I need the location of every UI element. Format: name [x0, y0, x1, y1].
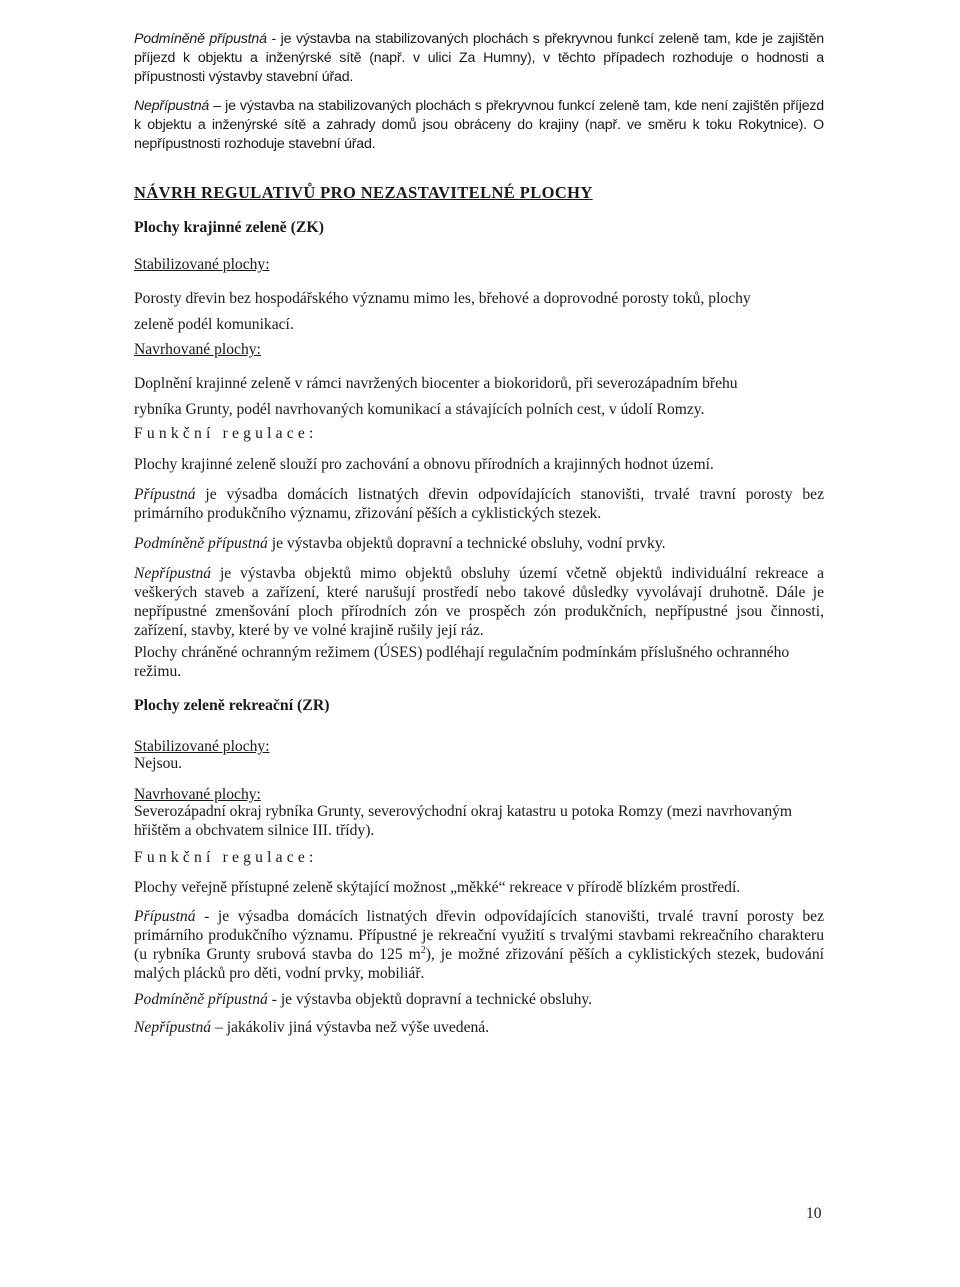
zr-impermissible: Nepřípustná – jakákoliv jiná výstavba než výše uvedená.	[134, 1019, 490, 1036]
zk-stabilized-label: Stabilizované plochy:	[134, 256, 270, 273]
main-heading: NÁVRH REGULATIVŮ PRO NEZASTAVITELNÉ PLOCHY	[134, 183, 593, 202]
zk-proposed-text: Doplnění krajinné zeleně v rámci navržených biocenter a biokoridorů, při severozápadním břehu rybníka Grunty, podél navrhovaných komunikací a stávajících polních cest, v údolí Romzy.	[134, 375, 738, 418]
zk-permissible: Přípustná je výsadba domácích listnatých dřevin odpovídajících stanovišti, trvalé travní porosty bez primárního produkčního významu, zřizování pěších a cyklistických stezek.	[134, 486, 824, 522]
zk-regulation-text: Plochy krajinné zeleně slouží pro zachování a obnovu přírodních a krajinných hodnot území.	[134, 456, 714, 473]
zr-proposed-label: Navrhované plochy:	[134, 786, 261, 803]
zk-uses-note: Plochy chráněné ochranným režimem (ÚSES) podléhají regulačním podmínkám příslušného ochranného režimu.	[134, 644, 790, 680]
zk-conditionally-permissible: Podmíněně přípustná je výstavba objektů dopravní a technické obsluhy, vodní prvky.	[134, 535, 666, 552]
term-impermissible: Nepřípustná	[134, 565, 212, 582]
term-impermissible: Nepřípustná	[134, 1019, 212, 1036]
term-conditionally-permissible: Podmíněně přípustná	[134, 991, 268, 1008]
zr-permissible: Přípustná - je výsadba domácích listnatých dřevin odpovídajících stanovišti, trvalé travní porosty bez primárního produkčního významu. Přípustné je rekreační využití s trvalými stavbami rekreačního charakteru (u rybníka Grunty srubová stavba do 125 $m^2$), je možné zřizování pěších a cyklistických stezek, budování malých plácků pro děti, vodní prvky, mobiliář.	[134, 908, 824, 982]
term-permissible: Přípustná	[134, 908, 196, 925]
page-number: 10	[806, 1205, 822, 1222]
zr-regulation-text: Plochy veřejně přístupné zeleně skýtající možnost „měkké“ rekreace v přírodě blízkém prostředí.	[134, 879, 741, 896]
zr-stabilized-label: Stabilizované plochy:	[134, 738, 270, 755]
section-title-zk: Plochy krajinné zeleně (ZK)	[134, 219, 324, 236]
paragraph-impermissible-intro: Nepřípustná – je výstavba na stabilizovaných plochách s překryvnou funkcí zeleně tam, kde není zajištěn příjezd k objektu a inženýrské sítě a zahrady domů jsou obráceny do krajiny (např. ve směru k toku Rokytnice). O nepřípustnosti rozhoduje stavební úřad.	[134, 98, 824, 152]
zr-conditionally-permissible: Podmíněně přípustná - je výstavba objektů dopravní a technické obsluhy.	[134, 991, 593, 1008]
zk-impermissible: Nepřípustná je výstavba objektů mimo objektů obsluhy území včetně objektů individuální rekreace a veškerých staveb a zařízení, které narušují prostředí nebo takové důsledky vyvolávají druhotně. Dále je nepřípustné zmenšování ploch přírodních zón ve prospěch zón produkčních, nepřípustné jsou činnosti, zařízení, stavby, které by ve volné krajině rušily její ráz.	[134, 565, 824, 639]
term-conditionally-permissible: Podmíněně přípustná	[134, 31, 267, 47]
zr-proposed-text: Severozápadní okraj rybníka Grunty, severovýchodní okraj katastru u potoka Romzy (mezi navrhovaným hřištěm a obchvatem silnice III. třídy).	[134, 803, 793, 839]
zr-regulation-label: Funkční regulace:	[134, 849, 318, 866]
term-conditionally-permissible: Podmíněně přípustná	[134, 535, 268, 552]
paragraph-conditionally-permissible-intro: Podmíněně přípustná - je výstavba na stabilizovaných plochách s překryvnou funkcí zeleně tam, kde je zajištěn příjezd k objektu a inženýrské sítě (např. v ulici Za Humny), v těchto případech rozhoduje o hodnosti a přípustnosti výstavby stavební úřad.	[134, 31, 824, 85]
zk-stabilized-text: Porosty dřevin bez hospodářského významu mimo les, břehové a doprovodné porosty toků, plochy zeleně podél komunikací.	[134, 290, 751, 333]
zk-proposed-label: Navrhované plochy:	[134, 341, 261, 358]
section-title-zr: Plochy zeleně rekreační (ZR)	[134, 697, 330, 714]
term-permissible: Přípustná	[134, 486, 196, 503]
term-impermissible: Nepřípustná	[134, 98, 210, 114]
zr-stabilized-text: Nejsou.	[134, 755, 183, 772]
zk-regulation-label: Funkční regulace:	[134, 425, 318, 442]
